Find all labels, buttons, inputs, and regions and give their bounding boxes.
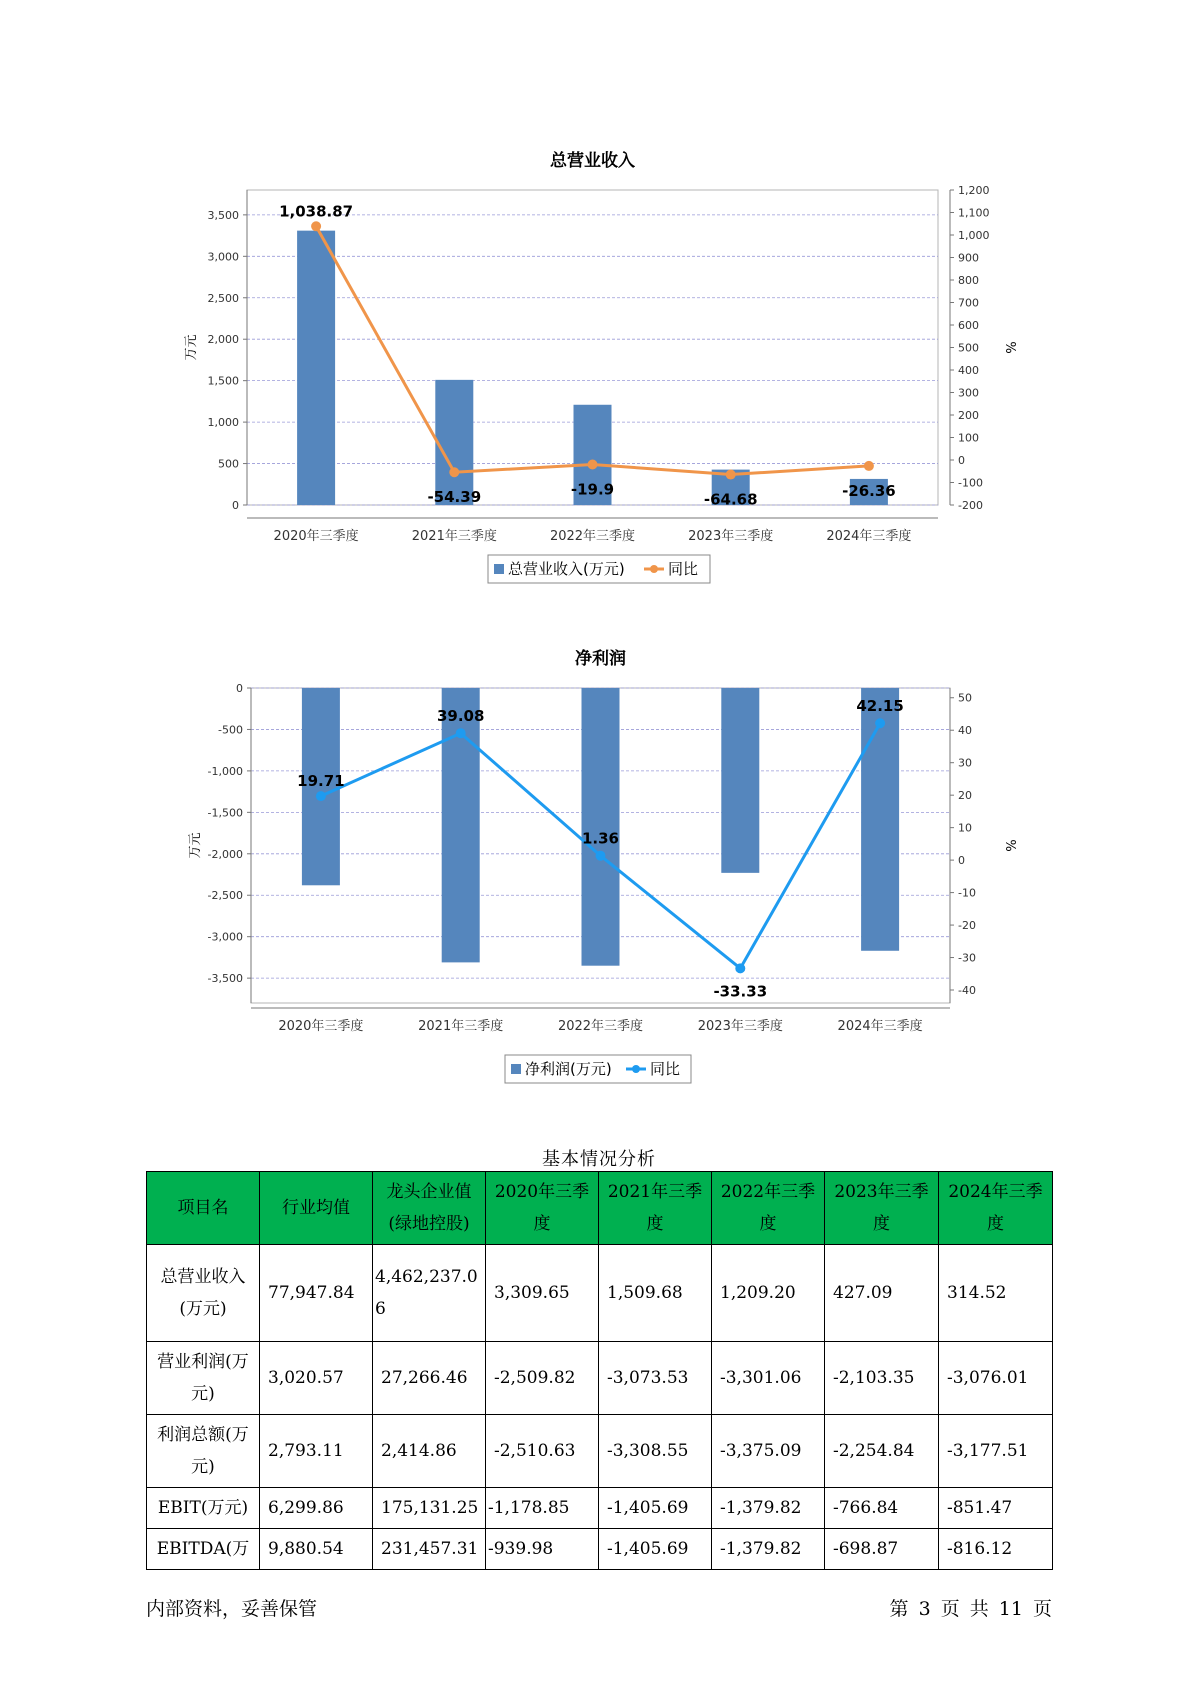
cell: -3,375.09	[712, 1415, 825, 1488]
y2-tick-label: -10	[958, 886, 976, 900]
revenue-chart	[0, 0, 1191, 620]
net-profit-chart	[0, 620, 1191, 1120]
cell: 314.52	[939, 1245, 1053, 1342]
yoy-point	[456, 728, 466, 738]
y2-tick-label: 1,000	[958, 229, 990, 242]
x-tick-label: 2021年三季度	[411, 529, 497, 544]
header-cell: 2020年三季度	[486, 1172, 599, 1245]
chart-title: 总营业收入	[550, 151, 635, 171]
yoy-point	[726, 470, 736, 480]
row-label: EBIT(万元)	[147, 1488, 260, 1529]
row-label: 利润总额(万元)	[147, 1415, 260, 1488]
table-row	[147, 1245, 1053, 1342]
x-tick-label: 2024年三季度	[826, 529, 912, 544]
bar	[721, 688, 759, 873]
y2-tick-label: 20	[958, 789, 972, 803]
cell: 231,457.31	[373, 1529, 486, 1570]
cell: 175,131.25	[373, 1488, 486, 1529]
y-tick-label: 1,500	[207, 374, 239, 388]
cell: 2,414.86	[373, 1415, 486, 1488]
cell: 3,309.65	[486, 1245, 599, 1342]
y2-tick-label: 500	[958, 341, 979, 355]
cell: -1,178.85	[486, 1488, 599, 1529]
cell: 1,209.20	[712, 1245, 825, 1342]
cell: 1,509.68	[599, 1245, 712, 1342]
data-label: -33.33	[713, 982, 768, 1001]
table-header-row	[147, 1172, 1053, 1245]
y-tick-label: 0	[236, 682, 243, 695]
header-cell: 项目名	[147, 1172, 260, 1245]
cell: -766.84	[825, 1488, 939, 1529]
cell: -3,076.01	[939, 1342, 1053, 1415]
data-label: -64.68	[703, 490, 758, 509]
data-label: 1.36	[581, 829, 620, 848]
x-tick-label: 2020年三季度	[278, 1019, 364, 1034]
cell: -2,509.82	[486, 1342, 599, 1415]
yoy-point	[735, 963, 745, 973]
y-axis-label: 万元	[184, 334, 199, 361]
row-label: 总营业收入(万元)	[147, 1245, 260, 1342]
y-tick-label: 2,000	[207, 333, 239, 347]
analysis-table	[146, 1171, 1053, 1570]
legend-bar-swatch	[511, 1064, 521, 1074]
y-tick-label: 0	[232, 499, 239, 512]
yoy-point	[596, 851, 606, 861]
yoy-point	[864, 461, 874, 471]
y2-tick-label: 10	[958, 821, 972, 835]
cell: 2,793.11	[260, 1415, 373, 1488]
x-tick-label: 2023年三季度	[697, 1019, 783, 1034]
data-label: -19.9	[570, 480, 615, 499]
cell: -698.87	[825, 1529, 939, 1570]
x-tick-label: 2022年三季度	[549, 529, 636, 544]
y2-tick-label: 600	[958, 319, 979, 332]
legend-item: 同比	[668, 560, 699, 578]
cell: -1,379.82	[712, 1488, 825, 1529]
y2-tick-label: -40	[958, 984, 976, 998]
legend-line-marker	[632, 1065, 640, 1073]
cell: -2,510.63	[486, 1415, 599, 1488]
yoy-point	[316, 791, 326, 801]
cell: -1,405.69	[599, 1529, 712, 1570]
row-label: EBITDA(万	[147, 1529, 260, 1570]
cell: -3,301.06	[712, 1342, 825, 1415]
y2-tick-label: -200	[958, 499, 983, 512]
y2-axis-label: %	[1002, 341, 1017, 354]
y2-tick-label: -100	[958, 476, 983, 490]
y-tick-label: -2,000	[207, 847, 243, 861]
legend-item: 总营业收入(万元)	[508, 560, 625, 578]
data-label: 42.15	[856, 697, 904, 716]
header-cell: 2024年三季度	[939, 1172, 1053, 1245]
cell: 4,462,237.06	[373, 1245, 486, 1342]
footer-confidential-note: 内部资料，妥善保管	[146, 1598, 318, 1620]
y-axis-label: 万元	[188, 832, 203, 859]
y-tick-label: -1,000	[207, 764, 243, 778]
legend-item: 净利润(万元)	[525, 1060, 612, 1078]
yoy-point	[875, 718, 885, 728]
cell: -2,103.35	[825, 1342, 939, 1415]
x-tick-label: 2024年三季度	[837, 1019, 923, 1034]
y-tick-label: -2,500	[207, 889, 243, 903]
data-label: -54.39	[427, 488, 482, 507]
cell: 9,880.54	[260, 1529, 373, 1570]
cell: 27,266.46	[373, 1342, 486, 1415]
y-tick-label: -3,000	[207, 930, 243, 944]
header-cell: 龙头企业值(绿地控股)	[373, 1172, 486, 1245]
bar	[435, 380, 473, 505]
table-caption: 基本情况分析	[542, 1149, 656, 1170]
legend-item: 同比	[650, 1060, 681, 1078]
y2-tick-label: 0	[958, 854, 965, 868]
y2-tick-label: 40	[958, 724, 972, 738]
y2-tick-label: 1,200	[958, 184, 990, 197]
x-tick-label: 2023年三季度	[688, 529, 774, 544]
x-tick-label: 2020年三季度	[273, 529, 359, 544]
y-tick-label: 500	[218, 457, 239, 471]
y2-tick-label: 900	[958, 251, 979, 265]
y2-tick-label: 1,100	[958, 206, 990, 220]
y2-tick-label: 50	[958, 691, 972, 705]
bar	[297, 231, 335, 505]
data-label: 1,038.87	[279, 202, 354, 221]
y2-tick-label: 700	[958, 296, 979, 310]
yoy-point	[311, 221, 321, 231]
table-row	[147, 1342, 1053, 1415]
cell: -1,405.69	[599, 1488, 712, 1529]
y2-tick-label: 300	[958, 386, 979, 400]
yoy-point	[449, 467, 459, 477]
y2-tick-label: 100	[958, 431, 979, 445]
table-row	[147, 1488, 1053, 1529]
cell: -3,177.51	[939, 1415, 1053, 1488]
y-tick-label: -1,500	[207, 806, 243, 820]
bar	[582, 688, 620, 966]
data-label: -26.36	[842, 481, 896, 500]
y-tick-label: 3,000	[207, 250, 239, 264]
data-label: 19.71	[297, 772, 345, 791]
cell: -816.12	[939, 1529, 1053, 1570]
cell: -2,254.84	[825, 1415, 939, 1488]
y2-tick-label: 800	[958, 274, 979, 287]
y-tick-label: -3,500	[207, 972, 243, 986]
y2-tick-label: -20	[958, 919, 976, 933]
data-label: 39.08	[436, 707, 485, 726]
y-tick-label: -500	[218, 723, 243, 737]
row-label: 营业利润(万元)	[147, 1342, 260, 1415]
chart-title: 净利润	[575, 649, 626, 669]
cell: 3,020.57	[260, 1342, 373, 1415]
table-row	[147, 1415, 1053, 1488]
cell: 427.09	[825, 1245, 939, 1342]
legend-line-marker	[650, 565, 658, 573]
y-tick-label: 3,500	[207, 208, 239, 222]
y2-tick-label: 30	[958, 756, 972, 770]
cell: -1,379.82	[712, 1529, 825, 1570]
y2-tick-label: 200	[958, 409, 979, 422]
header-cell: 2021年三季度	[599, 1172, 712, 1245]
legend-bar-swatch	[494, 564, 504, 574]
cell: 77,947.84	[260, 1245, 373, 1342]
cell: -851.47	[939, 1488, 1053, 1529]
y2-tick-label: 0	[958, 454, 965, 467]
header-cell: 2022年三季度	[712, 1172, 825, 1245]
footer-page-number: 第 3 页 共 11 页	[889, 1598, 1052, 1620]
y-tick-label: 2,500	[207, 291, 239, 305]
yoy-point	[588, 459, 598, 469]
x-tick-label: 2022年三季度	[557, 1019, 644, 1034]
header-cell: 行业均值	[260, 1172, 373, 1245]
y2-tick-label: 400	[958, 364, 979, 377]
table-row	[147, 1529, 1053, 1570]
y2-axis-label: %	[1002, 839, 1017, 852]
cell: -3,073.53	[599, 1342, 712, 1415]
cell: 6,299.86	[260, 1488, 373, 1529]
cell: -3,308.55	[599, 1415, 712, 1488]
cell: -939.98	[486, 1529, 599, 1570]
header-cell: 2023年三季度	[825, 1172, 939, 1245]
y-tick-label: 1,000	[207, 416, 239, 430]
y2-tick-label: -30	[958, 951, 976, 965]
x-tick-label: 2021年三季度	[418, 1019, 504, 1034]
